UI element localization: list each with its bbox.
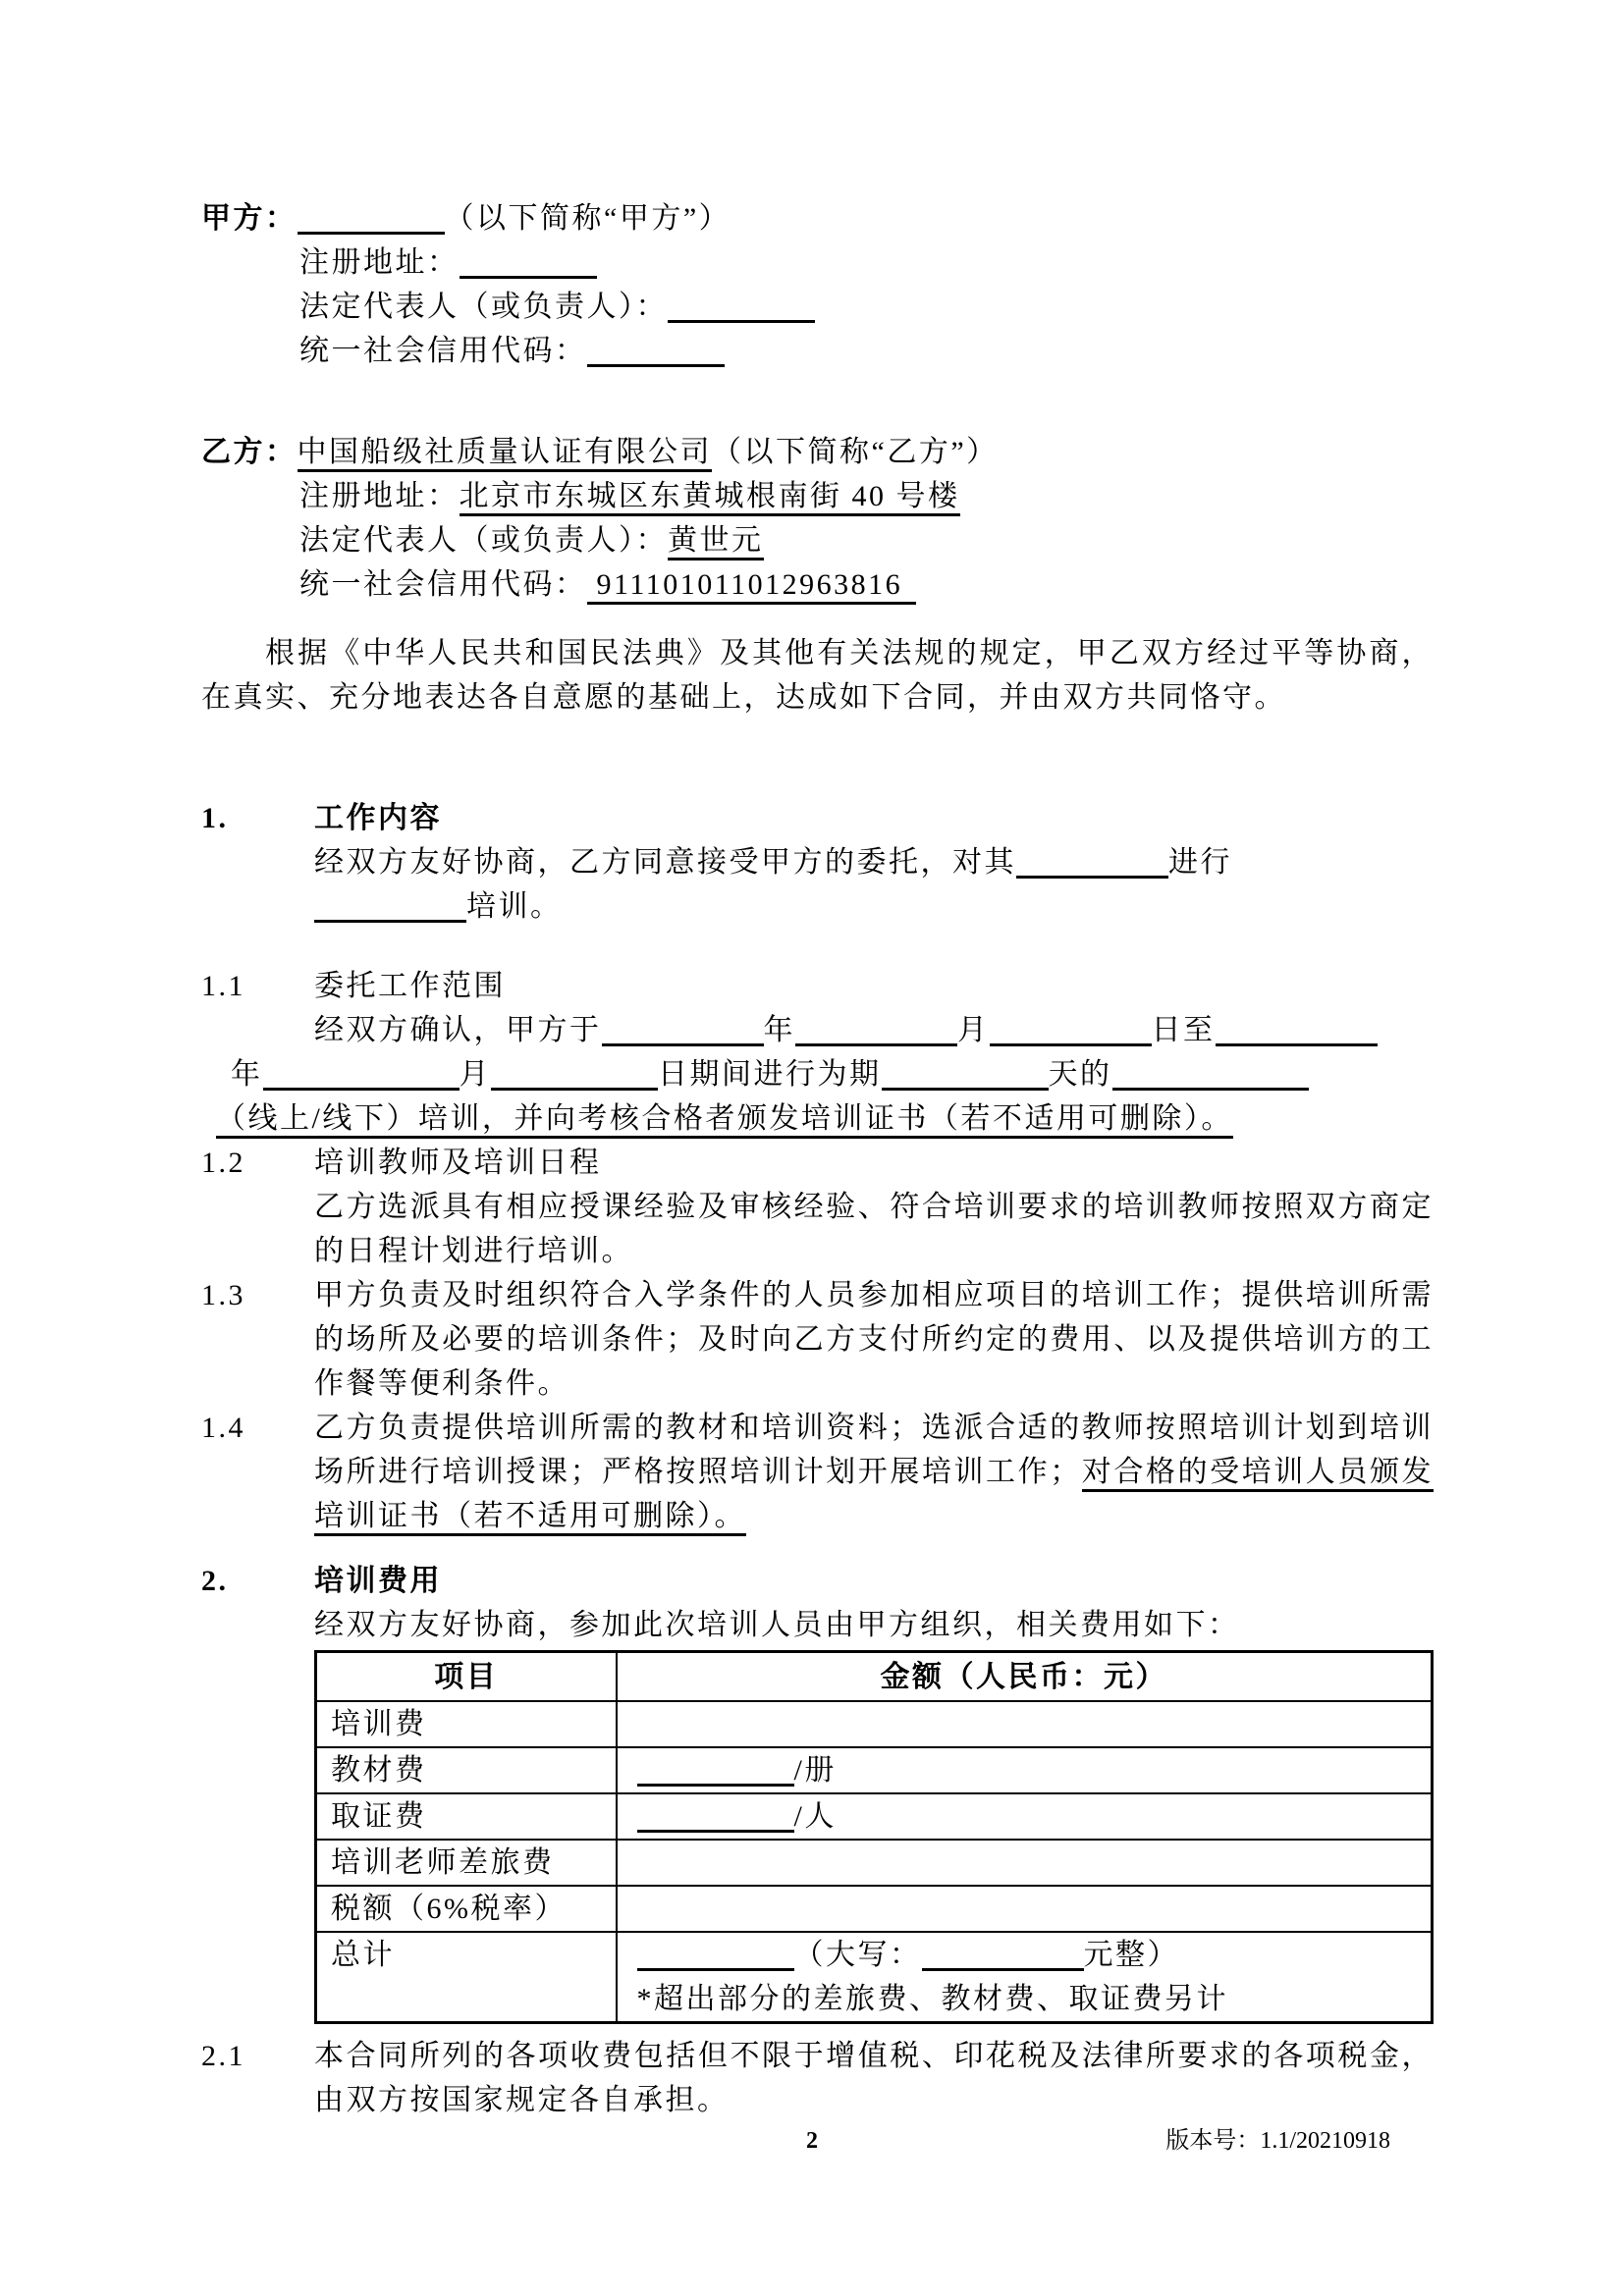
page-number: 2 bbox=[806, 2128, 818, 2154]
section-1-text: 培训。 bbox=[466, 890, 563, 923]
section-1-4-text: 乙方负责提供培训所需的教材和培训资料；选派合适的教师按照培训计划到培训场所进行培训授课；严格按照培训计划开展培训工作； bbox=[314, 1412, 1434, 1488]
preamble-paragraph: 根据《中华人民共和国民法典》及其他有关法规的规定，甲乙双方经过平等协商，在真实、充分地表达各自意愿的基础上，达成如下合同，并由双方共同恪守。 bbox=[201, 637, 1434, 714]
section-1-3-number: 1.3 bbox=[201, 1279, 245, 1311]
party-b-name: 中国船级社质量认证有限公司 bbox=[298, 436, 713, 472]
section-1-4-number: 1.4 bbox=[201, 1412, 245, 1444]
party-b-address-line bbox=[299, 474, 1434, 518]
duration-days-blank bbox=[882, 1088, 1049, 1091]
fee-item-total: 总计 bbox=[316, 1932, 617, 2023]
party-a-alias: （以下简称“甲方”） bbox=[444, 202, 731, 235]
certificate-amount-blank bbox=[637, 1830, 794, 1833]
fee-item-certificate: 取证费 bbox=[316, 1793, 617, 1840]
section-2-body: 经双方友好协商，参加此次培训人员由甲方组织，相关费用如下： bbox=[314, 1609, 1240, 1641]
party-b-label: 乙方： bbox=[201, 436, 298, 468]
section-2 bbox=[201, 1559, 1434, 2024]
section-1-2 bbox=[201, 1141, 1434, 1273]
party-b-credit-code-label: 统一社会信用代码： bbox=[299, 568, 587, 601]
section-2-title: 培训费用 bbox=[314, 1565, 442, 1597]
fee-amount-total bbox=[617, 1932, 1433, 2023]
fee-table bbox=[314, 1650, 1434, 2024]
end-day-blank bbox=[491, 1088, 658, 1091]
total-caps-label: （大写： bbox=[793, 1939, 922, 1971]
total-caps-blank bbox=[922, 1968, 1084, 1971]
section-1-4-body bbox=[314, 1406, 1434, 1538]
fee-item-tax: 税额（6%税率） bbox=[316, 1886, 617, 1932]
section-1-text: 经双方友好协商，乙方同意接受甲方的委托，对其 bbox=[314, 846, 1016, 879]
section-1-2-body: 乙方选派具有相应授课经验及审核经验、符合培训要求的培训教师按照双方商定的日程计划进行培训。 bbox=[314, 1191, 1434, 1267]
party-a-address-blank bbox=[460, 276, 597, 279]
section-2-1-number: 2.1 bbox=[201, 2040, 245, 2072]
table-row bbox=[316, 1793, 1433, 1840]
end-month-blank bbox=[263, 1088, 460, 1091]
section-2-number: 2. bbox=[201, 1565, 229, 1597]
table-row bbox=[316, 1840, 1433, 1886]
section-1-4-underlined-text: 对合格的受培训人员颁发培训证书（若不适用可删除）。 bbox=[314, 1456, 1434, 1536]
total-amount-line bbox=[637, 1933, 1432, 1977]
section-1-1-text: 月 bbox=[957, 1014, 990, 1046]
section-2-1 bbox=[201, 2034, 1434, 2122]
version-number: 版本号：1.1/20210918 bbox=[1165, 2128, 1390, 2154]
party-a-block bbox=[201, 196, 1434, 373]
section-1-1-text: 年 bbox=[231, 1058, 263, 1091]
fee-amount-materials bbox=[617, 1747, 1433, 1793]
fee-item-travel: 培训老师差旅费 bbox=[316, 1840, 617, 1886]
section-1-body-line-2 bbox=[314, 884, 1434, 929]
party-a-name-blank bbox=[298, 232, 445, 235]
fee-header-amount: 金额（人民币：元） bbox=[617, 1652, 1433, 1702]
section-1-3-body: 甲方负责及时组织符合入学条件的人员参加相应项目的培训工作；提供培训所需的场所及必要的培训条件；及时向乙方支付所约定的费用、以及提供培训方的工作餐等便利条件。 bbox=[314, 1279, 1434, 1400]
party-b-representative-line bbox=[299, 518, 1434, 562]
fee-header-item: 项目 bbox=[316, 1652, 617, 1702]
party-a-credit-code-blank bbox=[587, 364, 725, 367]
start-day-blank bbox=[990, 1043, 1152, 1046]
party-a-credit-code-line bbox=[299, 329, 1434, 373]
table-row bbox=[316, 1747, 1433, 1793]
section-1-1-underlined-text: （线上/线下）培训，并向考核合格者颁发培训证书（若不适用可删除）。 bbox=[216, 1102, 1233, 1139]
party-b-representative-value: 黄世元 bbox=[668, 524, 764, 561]
table-row bbox=[316, 1886, 1433, 1932]
table-row bbox=[316, 1701, 1433, 1747]
total-note: *超出部分的差旅费、教材费、取证费另计 bbox=[636, 1983, 1228, 2015]
per-book-suffix: /册 bbox=[793, 1754, 837, 1787]
start-month-blank bbox=[795, 1043, 957, 1046]
end-year-blank bbox=[1216, 1043, 1378, 1046]
section-2-1-body: 本合同所列的各项收费包括但不限于增值税、印花税及法律所要求的各项税金，由双方按国家规定各自承担。 bbox=[314, 2040, 1434, 2116]
fee-amount-travel bbox=[617, 1840, 1433, 1886]
fee-table-header-row bbox=[316, 1652, 1433, 1702]
section-1-1-line-1 bbox=[314, 1008, 1434, 1052]
section-1-1-text: 经双方确认，甲方于 bbox=[314, 1014, 602, 1046]
party-b-title-line bbox=[201, 430, 1434, 474]
party-b-block bbox=[201, 430, 1434, 607]
start-year-blank bbox=[602, 1043, 764, 1046]
party-a-address-line bbox=[299, 240, 1434, 285]
fee-item-materials: 教材费 bbox=[316, 1747, 617, 1793]
party-a-address-label: 注册地址： bbox=[299, 246, 460, 279]
party-a-representative-label: 法定代表人（或负责人）： bbox=[299, 291, 668, 323]
section-1-2-number: 1.2 bbox=[201, 1147, 245, 1179]
total-amount-blank bbox=[637, 1968, 794, 1971]
party-a-representative-line bbox=[299, 285, 1434, 329]
fee-total-row bbox=[316, 1932, 1433, 2023]
section-1-4 bbox=[201, 1406, 1434, 1538]
page-footer bbox=[0, 2125, 1624, 2157]
per-person-suffix: /人 bbox=[793, 1800, 837, 1833]
party-a-title-line bbox=[201, 196, 1434, 240]
party-a-label: 甲方： bbox=[201, 202, 298, 235]
section-1-number: 1. bbox=[201, 802, 229, 834]
total-yuan-suffix: 元整） bbox=[1083, 1939, 1179, 1971]
fee-amount-tax bbox=[617, 1886, 1433, 1932]
section-1-1-text: 月 bbox=[459, 1058, 491, 1091]
party-b-alias: （以下简称“乙方”） bbox=[712, 436, 999, 468]
training-type-blank bbox=[314, 920, 466, 923]
fee-amount-training bbox=[617, 1701, 1433, 1747]
section-1-body-line-1 bbox=[314, 840, 1434, 884]
section-1-1-text: 日期间进行为期 bbox=[658, 1058, 882, 1091]
party-b-address-label: 注册地址： bbox=[299, 480, 460, 512]
section-1-1-text: 年 bbox=[763, 1014, 795, 1046]
party-a-credit-code-label: 统一社会信用代码： bbox=[299, 335, 587, 367]
party-b-representative-label: 法定代表人（或负责人）： bbox=[299, 524, 668, 557]
section-1-1-line-3 bbox=[216, 1096, 1434, 1141]
section-1-1-text: 日至 bbox=[1151, 1014, 1216, 1046]
section-1-text: 进行 bbox=[1168, 846, 1232, 879]
section-1-1-text: 天的 bbox=[1048, 1058, 1112, 1091]
section-1-1 bbox=[201, 964, 1434, 1141]
party-b-credit-code-line bbox=[299, 562, 1434, 607]
party-a-representative-blank bbox=[668, 320, 815, 323]
training-name-blank bbox=[1112, 1088, 1309, 1091]
training-target-blank bbox=[1016, 876, 1168, 879]
section-1-3 bbox=[201, 1273, 1434, 1406]
fee-item-training: 培训费 bbox=[316, 1701, 617, 1747]
section-1-1-line-2 bbox=[231, 1052, 1434, 1096]
section-1-1-title: 委托工作范围 bbox=[314, 970, 506, 1002]
party-b-address-value: 北京市东城区东黄城根南街 40 号楼 bbox=[460, 480, 960, 516]
party-b-credit-code-value: 911101011012963816 bbox=[587, 568, 917, 605]
section-1-2-title: 培训教师及培训日程 bbox=[314, 1147, 602, 1179]
section-1 bbox=[201, 796, 1434, 929]
fee-amount-certificate bbox=[617, 1793, 1433, 1840]
section-1-1-number: 1.1 bbox=[201, 970, 245, 1002]
materials-amount-blank bbox=[637, 1784, 794, 1787]
section-1-title: 工作内容 bbox=[314, 802, 442, 834]
